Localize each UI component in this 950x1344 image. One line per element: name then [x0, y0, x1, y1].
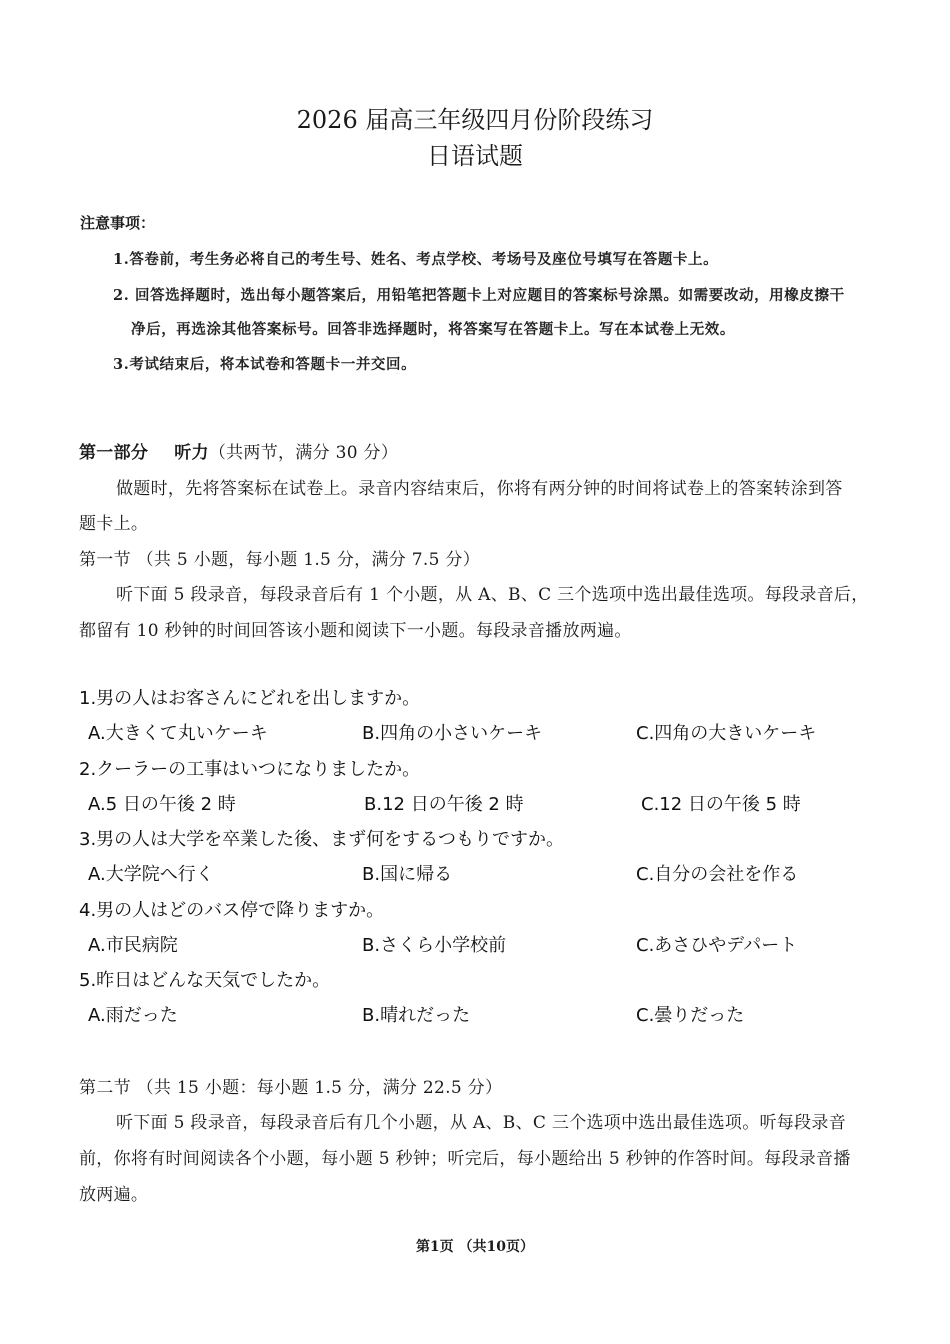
section1-line2: 都留有 10 秒钟的时间回答该小题和阅读下一小题。每段录音播放两遍。: [79, 621, 632, 641]
question-4-option-a: A.市民病院: [88, 935, 178, 956]
question-5: 5.昨日はどんな天気でしたか。: [79, 970, 331, 991]
question-4: 4.男の人はどのバス停で降りますか。: [79, 900, 385, 921]
notice-item-3: 3.考试结束后，将本试卷和答题卡一并交回。: [113, 356, 417, 373]
section1-heading: 第一节 （共 5 小题，每小题 1.5 分，满分 7.5 分）: [79, 550, 481, 570]
section2-line3: 放两遍。: [79, 1185, 149, 1205]
notice-item-2-line2: 净后，再选涂其他答案标号。回答非选择题时，将答案写在答题卡上。写在本试卷上无效。: [131, 321, 735, 338]
exam-title: 2026 届高三年级四月份阶段练习: [296, 106, 654, 134]
section2-heading: 第二节 （共 15 小题：每小题 1.5 分，满分 22.5 分）: [79, 1078, 503, 1098]
part1-info: （共两节，满分 30 分）: [208, 443, 399, 463]
question-1-option-a: A.大きくて丸いケーキ: [88, 723, 268, 744]
section2-line1: 听下面 5 段录音，每段录音后有几个小题，从 A、B、C 三个选项中选出最佳选项。听每段录音: [116, 1113, 847, 1133]
question-1-option-c: C.四角の大きいケーキ: [636, 723, 817, 744]
section1-line1: 听下面 5 段录音，每段录音后有 1 个小题，从 A、B、C 三个选项中选出最佳选项。每段录音后，: [116, 585, 869, 605]
part1-heading: [79, 438, 398, 463]
exam-subtitle: 日语试题: [427, 142, 523, 170]
question-3-option-b: B.国に帰る: [362, 864, 453, 885]
notice-heading: 注意事项：: [80, 214, 156, 232]
question-5-option-a: A.雨だった: [88, 1005, 178, 1026]
part1-instruction-line1: 做题时，先将答案标在试卷上。录音内容结束后，你将有两分钟的时间将试卷上的答案转涂到答: [116, 479, 843, 499]
question-4-option-b: B.さくら小学校前: [362, 935, 507, 956]
question-2: 2.クーラーの工事はいつになりましたか。: [79, 759, 421, 780]
question-2-option-b: B.12 日の午後 2 時: [364, 794, 524, 815]
question-5-option-b: B.晴れだった: [362, 1005, 471, 1026]
page-number: 第1页 （共10页）: [415, 1239, 535, 1255]
question-3-option-a: A.大学院へ行く: [88, 864, 214, 885]
part1-instruction-line2: 题卡上。: [79, 514, 149, 534]
part1-name: 听力: [174, 443, 209, 463]
question-2-option-a: A.5 日の午後 2 時: [88, 794, 236, 815]
notice-item-2-line1: 2. 回答选择题时，选出每小题答案后，用铅笔把答题卡上对应题目的答案标号涂黑。如需要改动，用橡皮擦干: [113, 287, 845, 304]
question-2-option-c: C.12 日の午後 5 時: [641, 794, 801, 815]
notice-item-1: 1.答卷前，考生务必将自己的考生号、姓名、考点学校、考场号及座位号填写在答题卡上。: [113, 251, 719, 268]
question-3-option-c: C.自分の会社を作る: [636, 864, 799, 885]
question-4-option-c: C.あさひやデパート: [636, 935, 798, 956]
question-5-option-c: C.曇りだった: [636, 1005, 745, 1026]
question-1-option-b: B.四角の小さいケーキ: [362, 723, 543, 744]
question-3: 3.男の人は大学を卒業した後、まず何をするつもりですか。: [79, 829, 564, 850]
part1-label: 第一部分: [79, 443, 149, 463]
section2-line2: 前，你将有时间阅读各个小题，每小题 5 秒钟；听完后，每小题给出 5 秒钟的作答时间。每段录音播: [79, 1149, 851, 1169]
question-1: 1.男の人はお客さんにどれを出しますか。: [79, 688, 421, 709]
